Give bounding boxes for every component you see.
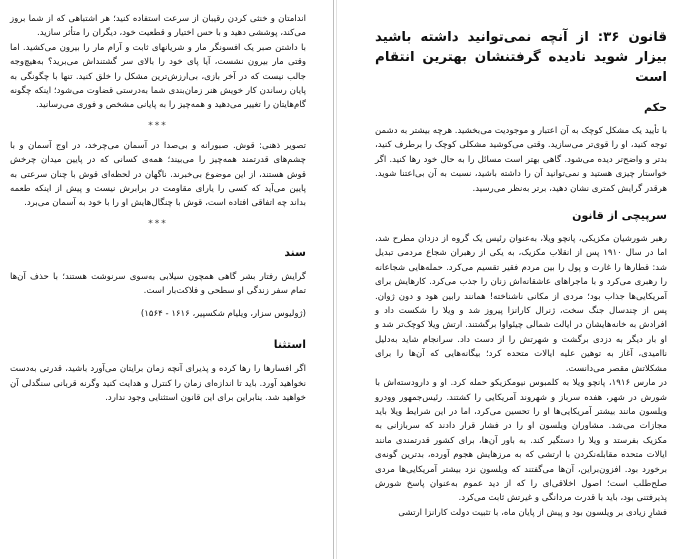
page-gutter xyxy=(333,0,334,559)
body-paragraph: اگر افسارها را رها کرده و پذیرای آنچه زمان برایتان می‌آورد باشید، قدرتی به‌دست نخواهید آورد. باید تا اندازه‌ای زمان را کنترل و هدایت کنید وگرنه قربانی سنگدلی آن خواهید شد. بنابراین برای این قانون استثنایی وجود ندارد. xyxy=(10,364,306,403)
rule-text: با تأیید یک مشکل کوچک به آن اعتبار و موجودیت می‌بخشید. هرچه بیشتر به دشمن توجه کنید، او را قوی‌تر می‌سازید. وقتی می‌کوشید مشکلی کوچک را برطرف کنید، بدتر و واضح‌تر دیده می‌شود. گاهی بهتر است مسائل را به حال خود رها کنید. اگر خواستار چیزی هستید و نمی‌توانید آن را داشته باشید، نسبت به آن بی‌اعتنا شوید. هرقدر گرایش کمتری نشان دهید، برتر به‌نظر می‌رسید. xyxy=(375,126,667,194)
body-paragraph: فشارِ زیادی بر ویلسون بود و پیش از پایان ماه، با تثبیت دولت کارانزا ارتشی xyxy=(398,507,667,518)
section-heading-authority: سند xyxy=(284,245,306,259)
quote-text: گرایش رفتار بشر گاهی همچون سیلابی به‌سوی سرنوشت هستند؛ با حذف آن‌ها تمام سفر زندگی او سطحی و فلاکت‌بار است. xyxy=(10,271,306,297)
section-heading-transgression: سرپیچی از قانون xyxy=(572,209,667,223)
section-separator: *** xyxy=(148,120,168,131)
left-page xyxy=(0,0,318,559)
section-separator: *** xyxy=(148,218,168,229)
section-heading-rule: حکم xyxy=(644,101,667,114)
body-paragraph: رهبر شورشیان مکزیکی، پانچو ویلا، به‌عنوان رئیس یک گروه از دزدان مطرح شد، اما در سال ۱۹۱۰ پس از انقلاب مکزیک، به یکی از رهبران شجاع مردمی تبدیل شد: قطارها را غارت و پول را بین مردم فقیر تقسیم می‌کرد. حمله‌هایی شجاعانه را رهبری می‌کرد و با ماجراهای عاشقانه‌اش زنان را جذب می‌کرد. کارهایش برای آمریکایی‌ها جذاب بود؛ مردی از مکانی ناشناخته! همانند رابین هود و دون ژوان. پس از چندسال جنگ سخت، ژنرال کارانزا پیروز شد و ویلا را شکست داد و افرادش به خانه‌هایشان در ایالت شمالی چیئواوا برگشتند. ارتش ویلا کوچک‌تر شد و او بار دیگر به دزدی برگشت و شهرتش را از دست داد. سرانجام شاید به‌دلیل ناامیدی، آغاز به توهین علیه ایالات متحده کرد؛ بیگانه‌هایی که آن‌ها را برای مشکلاتش مقصر می‌دانست. xyxy=(375,234,667,374)
body-paragraph: در مارس ۱۹۱۶، پانچو ویلا به کلمبوس نیومکزیکو حمله کرد. او و دارودسته‌اش با شورش در شهر، هفده سرباز و شهروند آمریکایی را کشتند. رئیس‌جمهور وودرو ویلسون مانند بیشتر آمریکایی‌ها او را تحسین می‌کرد، اما در این شرایط ویلا باید مجازات می‌شد. مشاوران ویلسون او را در فشار قرار دادند که سربازانی به مکزیک بفرستد و ویلا را دستگیر کند. به باور آن‌ها، برای کشور قدرتمندی مانند ایالات متحده مقابله‌نکردن با ارتشی که به مرزهایش هجوم آورده، بدترین گونه‌ی برخورد بود. افزون‌براین، آن‌ها می‌گفتند که ویلسون نزد بیشتر آمریکایی‌ها مردی صلح‌طلب است؛ اصول اخلاقی‌ای را که از دید عموم به‌عنوان پاسخ شورش پذیرفتنی بود، باید با قدرت مردانگی و غیرتش ثابت می‌کرد. xyxy=(375,378,667,504)
body-paragraph: اندامتان و خنثی کردن رقیبان از سرعت استفاده کنید؛ هر اشتباهی که از شما بروز می‌کند، پوششی دهید و با حس اختیار و قطعیت خود، دیگران را متأثر سازید. xyxy=(10,14,306,39)
body-paragraph: با داشتن صبر یک افسونگر مار و شریانهای ثابت و آرام مار را بیرون می‌کشید. اما وقتی مار بیرون نشست، آیا پای خود را بالای سر گشتنداش می‌برید؟ به‌هیچ‌وجه جالب نیست که در آخر بازی، بی‌ارزش‌ترین مشکل را خلق کنید. تنها با چگونگی به پایان رساندن کار خویش هنر زمان‌بندی شما به‌درستی قضاوت می‌شود؛ اینکه چگونه گام‌هایتان را تغییر می‌دهید و همه‌چیز را به پایانی مشخص و فوری می‌رسانید. xyxy=(10,42,306,111)
right-page xyxy=(361,0,679,559)
chapter-title: قانون ۳۶: از آنچه نمی‌توانید داشته باشید بیزار شوید نادیده گرفتنشان بهترین انتقام است xyxy=(375,30,668,85)
quote-source: (ژولیوس سزار، ویلیام شکسپیر، ۱۶۱۶ - ۱۵۶۴) xyxy=(140,308,306,319)
image-paragraph: تصویر ذهنی: قوش. صبورانه و بی‌صدا در آسمان می‌چرخد، در اوج آسمان و با چشم‌های قدرتمند همه‌چیز را می‌بیند؛ همه‌ی کسانی که در پایین میدان چرخش قوش هستند، از این موضوع بی‌خبرند. ناگهان در لحظه‌ای قوش با چنان سرعتی به پایین می‌آید که کسی را یارای مقاومت در برابرش نیست و پیش از اینکه طعمه بداند چه اتفاقی افتاده است، قوش با چنگال‌هایش او را با خود به آسمان می‌برد. xyxy=(10,140,306,209)
section-heading-reversal: استثنا xyxy=(273,338,306,352)
page-gutter-shadow xyxy=(336,0,337,559)
